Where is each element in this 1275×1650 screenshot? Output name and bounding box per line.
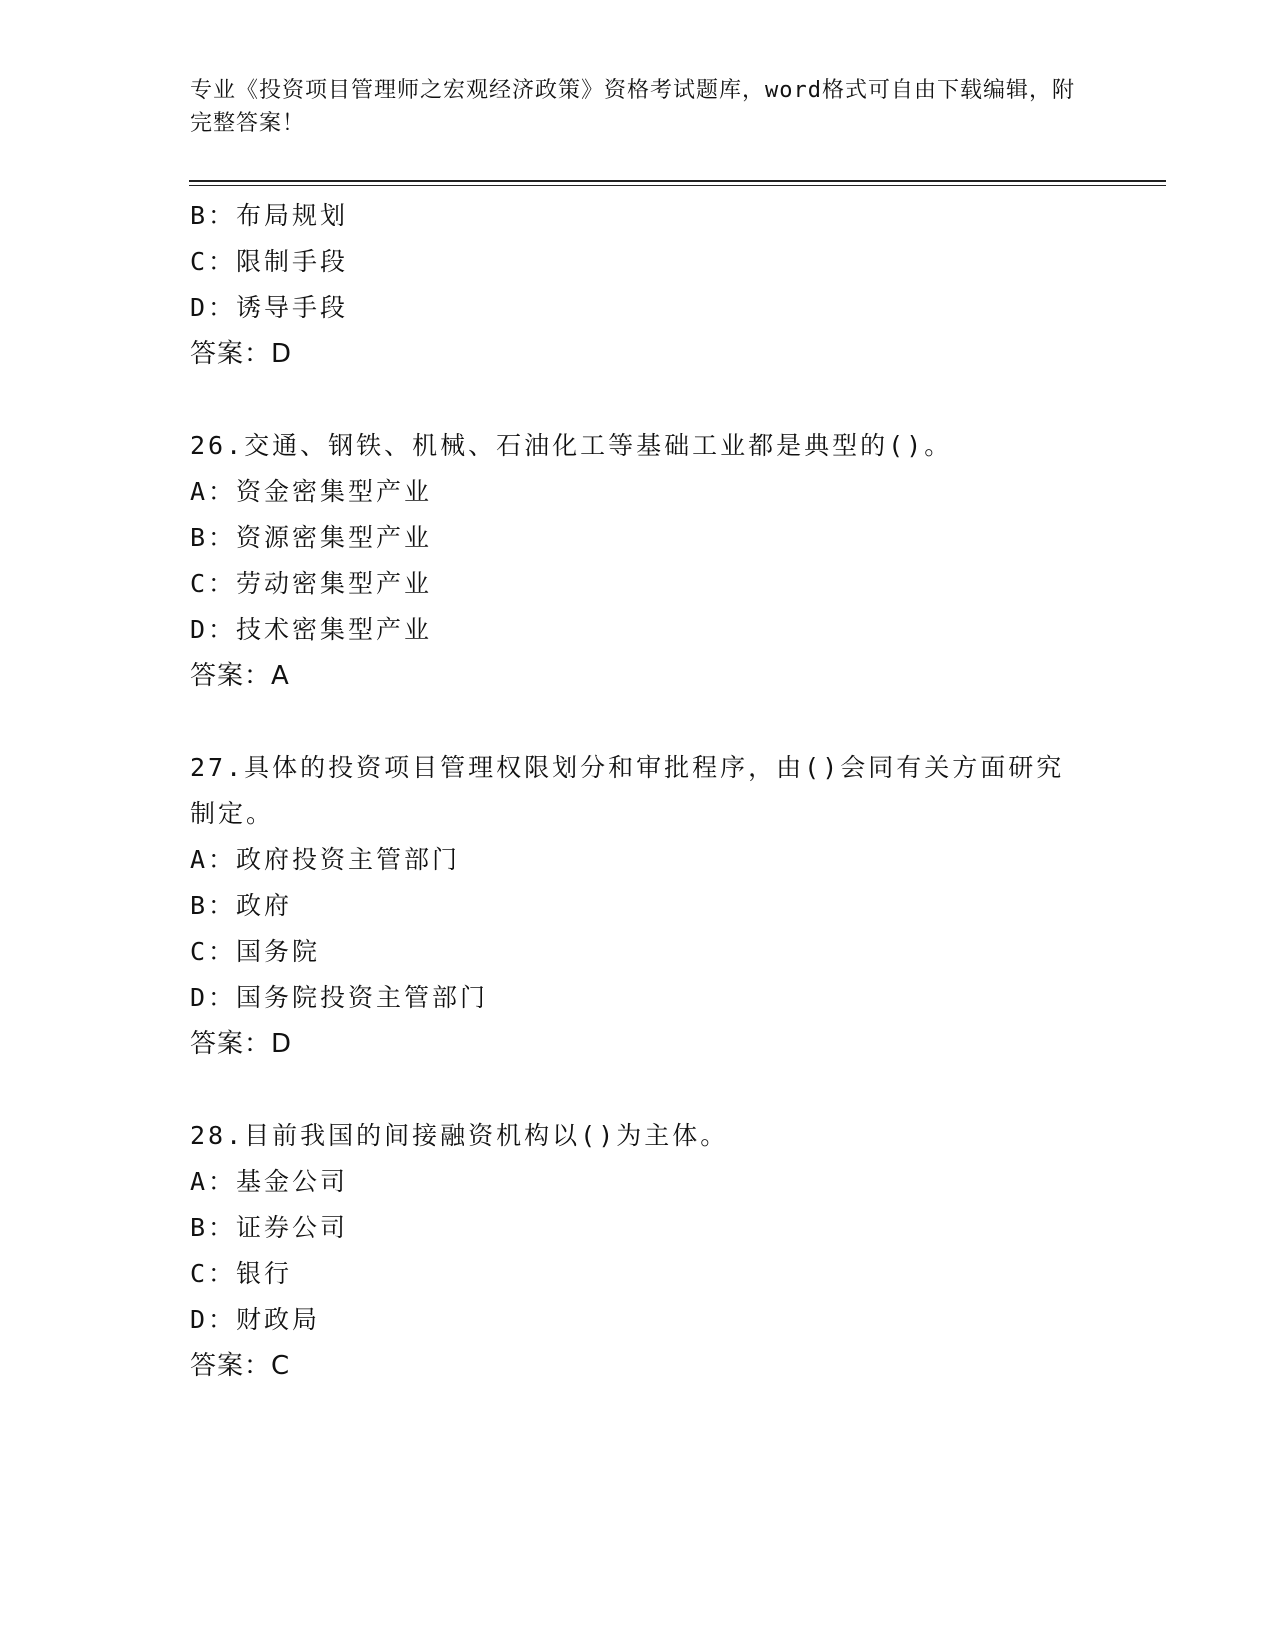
- option-a: A：政府投资主管部门: [190, 845, 461, 874]
- option-d: D：诱导手段: [190, 293, 349, 322]
- option-b: B：证券公司: [190, 1213, 349, 1242]
- question-27: [190, 745, 1090, 1067]
- document-header: 专业《投资项目管理师之宏观经济政策》资格考试题库，word格式可自由下载编辑，附完整答案！: [190, 78, 1075, 136]
- answer-line: 答案：D: [190, 339, 293, 369]
- question-26: [190, 423, 1090, 699]
- option-a: A：基金公司: [190, 1167, 349, 1196]
- question-stem: 28.目前我国的间接融资机构以()为主体。: [190, 1121, 729, 1150]
- spacer: [190, 1067, 1090, 1113]
- option-c: C：国务院: [190, 937, 321, 966]
- answer-line: 答案：A: [190, 661, 290, 691]
- answer-line: 答案：D: [190, 1029, 293, 1059]
- option-a: A：资金密集型产业: [190, 477, 433, 506]
- header-divider-thin: [189, 185, 1166, 186]
- option-d: D：国务院投资主管部门: [190, 983, 489, 1012]
- option-c: C：银行: [190, 1259, 293, 1288]
- question-stem: 26.交通、钢铁、机械、石油化工等基础工业都是典型的()。: [190, 431, 953, 460]
- question-stem: 27.具体的投资项目管理权限划分和审批程序，由()会同有关方面研究制定。: [190, 753, 1065, 828]
- question-28: [190, 1113, 1090, 1389]
- option-b: B：资源密集型产业: [190, 523, 433, 552]
- spacer: [190, 377, 1090, 423]
- option-c: C：限制手段: [190, 247, 349, 276]
- question-25-partial: [190, 193, 1090, 377]
- spacer: [190, 699, 1090, 745]
- answer-line: 答案：C: [190, 1351, 291, 1381]
- option-d: D：技术密集型产业: [190, 615, 433, 644]
- option-d: D：财政局: [190, 1305, 321, 1334]
- option-b: B：政府: [190, 891, 293, 920]
- option-c: C：劳动密集型产业: [190, 569, 433, 598]
- option-b: B：布局规划: [190, 201, 349, 230]
- header-divider-thick: [189, 180, 1166, 182]
- question-list: [190, 193, 1090, 1389]
